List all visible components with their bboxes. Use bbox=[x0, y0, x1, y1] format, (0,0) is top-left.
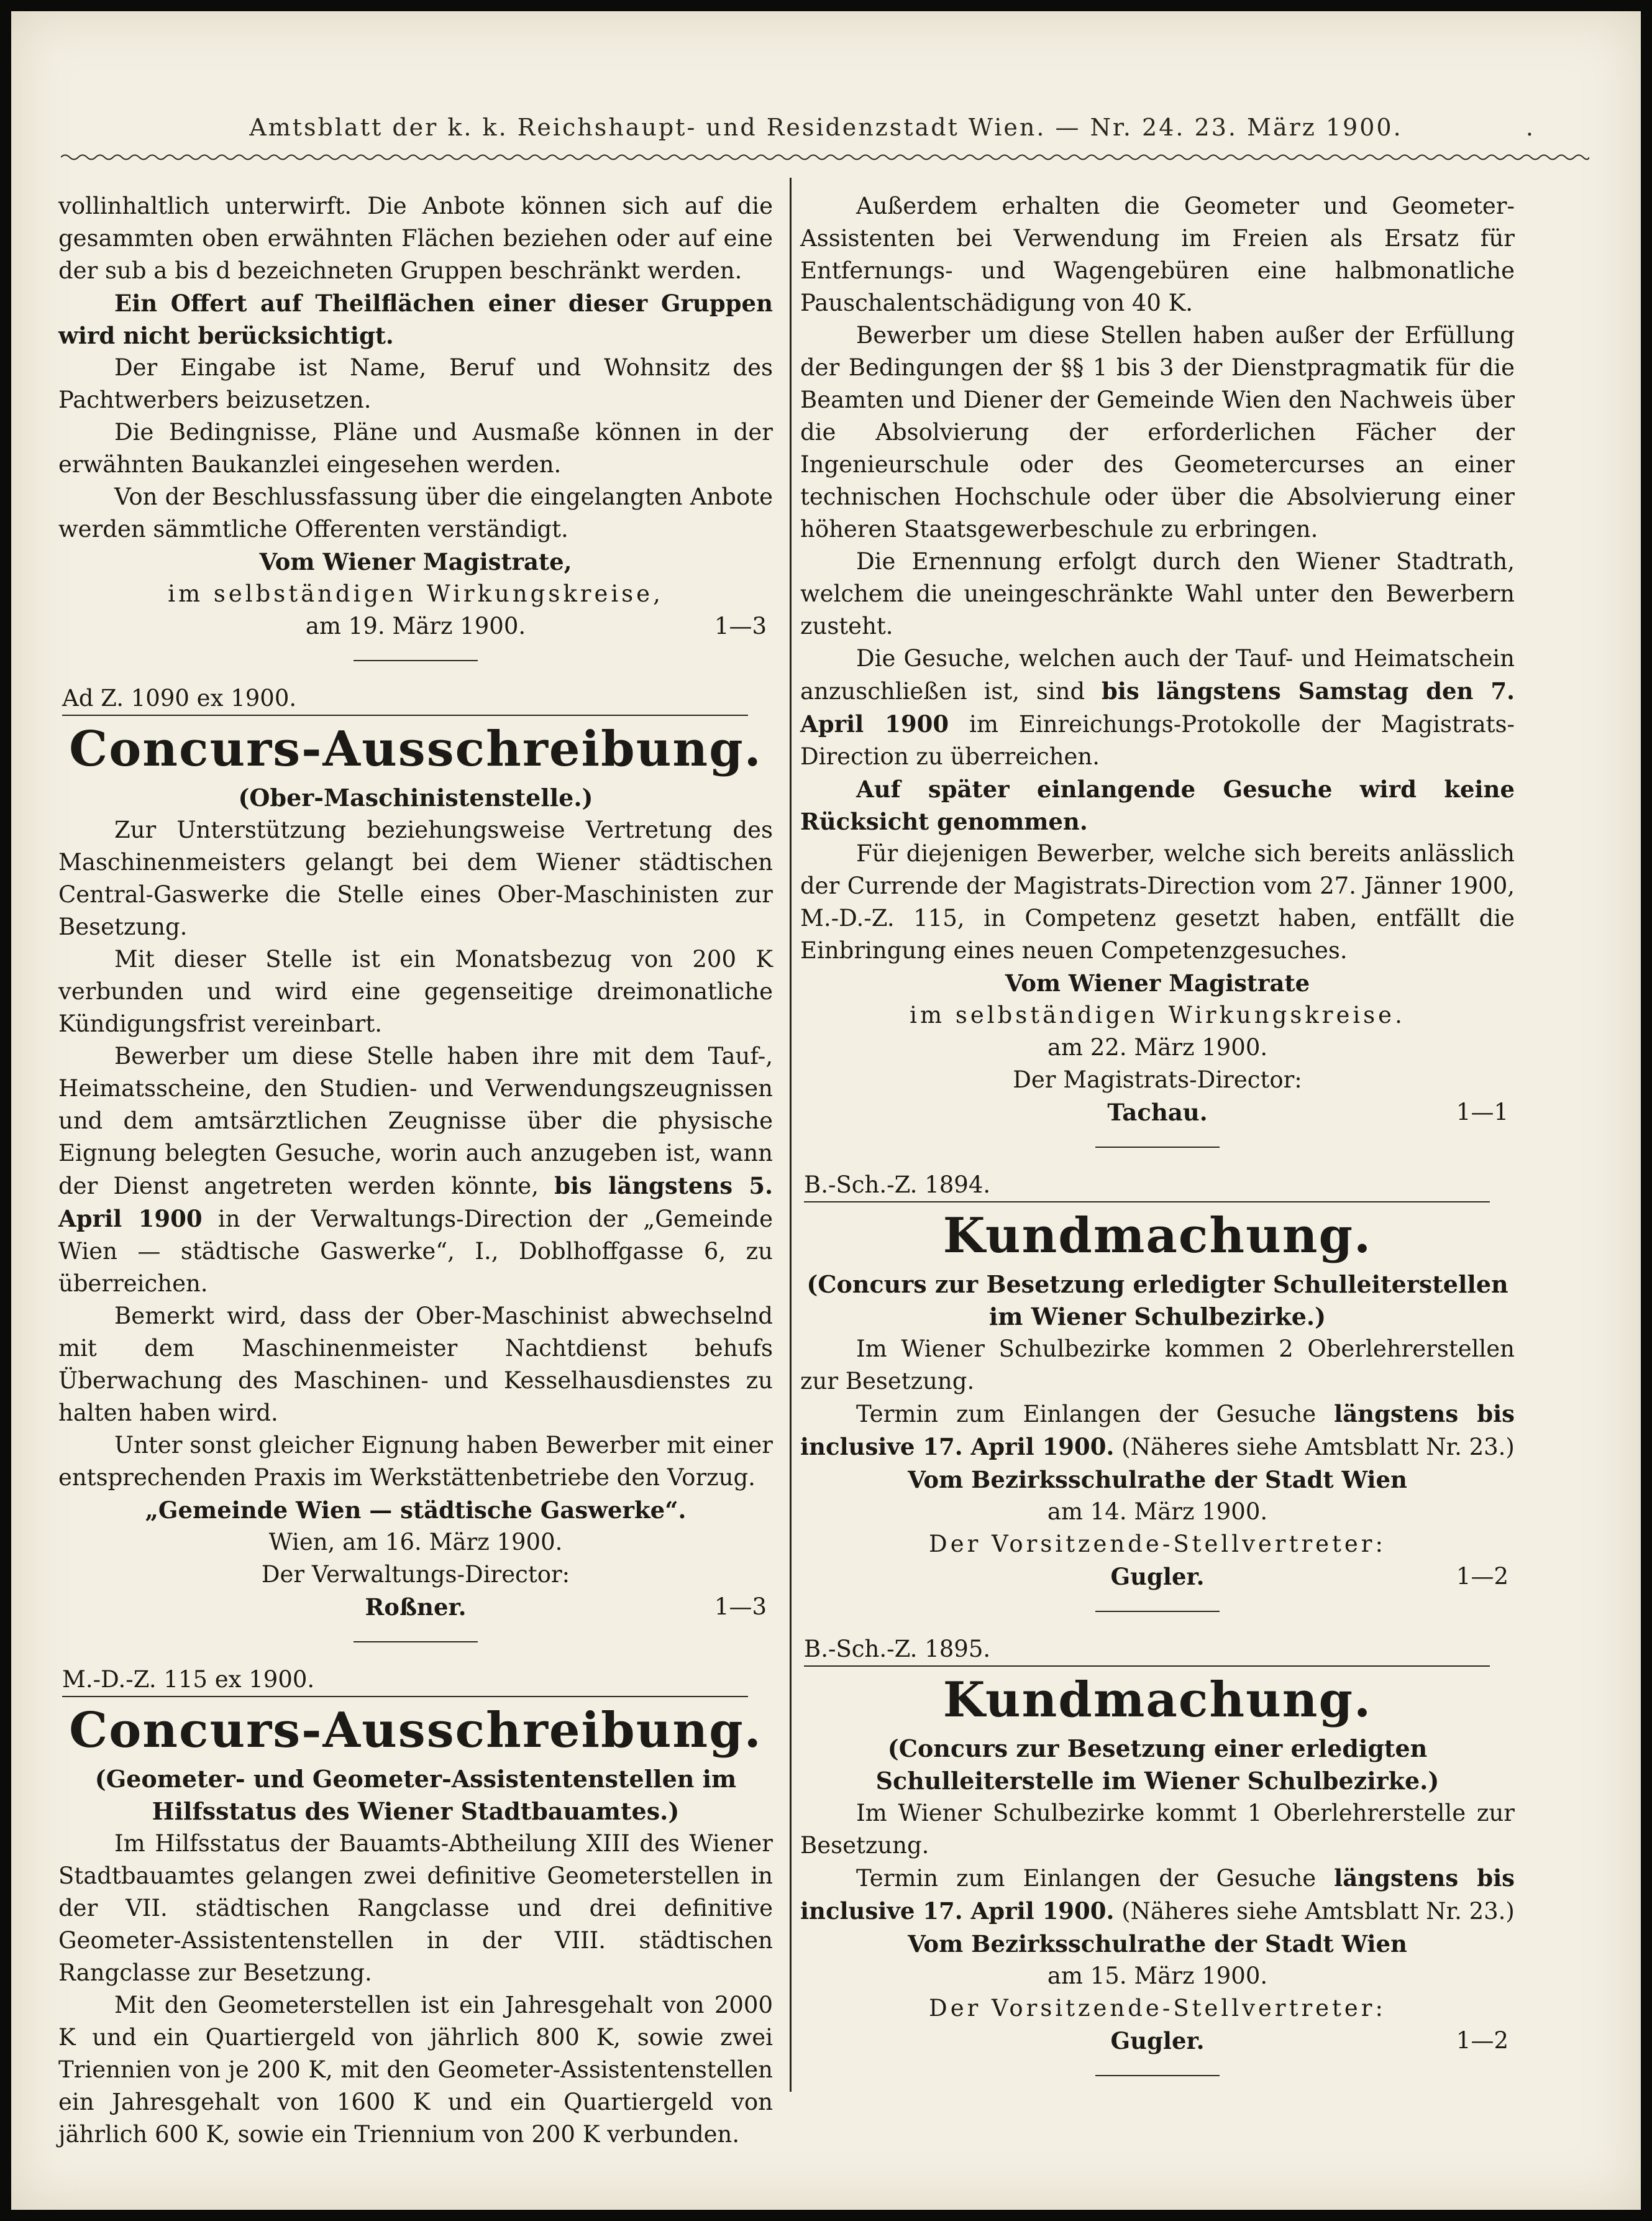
signature-name-row bbox=[800, 1560, 1515, 1593]
deadline-bold: bis längstens 5. April 1900 bbox=[58, 1172, 773, 1232]
insertion-number: 1—2 bbox=[1456, 1563, 1508, 1590]
notice-title: Concurs-Ausschreibung. bbox=[69, 1702, 762, 1759]
section-divider bbox=[354, 1641, 478, 1642]
text-run: Bewerber um diese Stelle haben ihre mit dem Tauf-, Heimatsscheine, den Studien- und Verwendungszeugnissen und dem amtsärztlichen Zeugnisse über die physische Eignung belegten Gesuche, worin auch anzugeben ist, wann der Dienst angetreten werden könnte, bbox=[58, 1043, 773, 1199]
paragraph bbox=[58, 1040, 773, 1300]
paragraph: Zur Unterstützung beziehungsweise Vertretung des Maschinenmeisters gelangt bei dem Wiener städtischen Central-Gaswerke die Stelle eines Ober-Maschinisten zur Besetzung. bbox=[58, 817, 773, 940]
newspaper-page bbox=[11, 11, 1641, 2210]
reference-number: M.-D.-Z. 115 ex 1900. bbox=[62, 1666, 315, 1693]
signature-authority: Vom Bezirksschulrathe der Stadt Wien bbox=[908, 1466, 1407, 1493]
tender-continuation bbox=[58, 190, 773, 643]
text-run: (Näheres siehe Amtsblatt Nr. 23.) bbox=[1121, 1434, 1515, 1460]
paragraph bbox=[800, 1862, 1515, 1928]
insertion-number: 1—3 bbox=[714, 613, 767, 639]
deadline-bold: längstens bis inclusive 17. April 1900. bbox=[800, 1400, 1515, 1460]
header-wavy-rule bbox=[61, 153, 1589, 162]
signature-name-row bbox=[800, 1096, 1515, 1129]
paragraph: Der Eingabe ist Name, Beruf und Wohnsitz des Pachtwerbers beizusetzen. bbox=[58, 354, 773, 413]
paragraph: Bewerber um diese Stellen haben außer der Erfüllung der Bedingungen der §§ 1 bis 3 der Dienstpragmatik für die Beamten und Diener der Gemeinde Wien den Nachweis über die Absolvierung der erforderlichen Fächer der Ingenieurschule oder des Geometercurses an einer technischen Hochschule oder über die Absolvierung einer höheren Staatsgewerbeschule zu erbringen. bbox=[800, 322, 1515, 543]
signature-name-row bbox=[58, 1591, 773, 1624]
paragraph: Mit den Geometerstellen ist ein Jahresgehalt von 2000 K und ein Quartiergeld von jährlich 800 K, sowie zwei Triennien von je 200 K, mit den Geometer-Assistentenstellen ein Jahresgehalt von 1600 K und ein Quartiergeld von jährlich 600 K, sowie ein Triennium von 200 K verbunden. bbox=[58, 1992, 773, 2148]
signature-name: Gugler. bbox=[1110, 1563, 1205, 1590]
paragraph: Im Hilfsstatus der Bauamts-Abtheilung XIII des Wiener Stadtbauamtes gelangen zwei definitive Geometerstellen in der VII. städtischen Rangclasse und drei definitive Geometer-Assistentenstellen in der VIII. städtischen Rangclasse zur Besetzung. bbox=[58, 1830, 773, 1986]
signature-name: Gugler. bbox=[1110, 2027, 1205, 2054]
reference-number: B.-Sch.-Z. 1894. bbox=[804, 1171, 991, 1198]
signature-date: am 14. März 1900. bbox=[1047, 1498, 1268, 1525]
paragraph: Unter sonst gleicher Eignung haben Bewerber mit einer entsprechenden Praxis im Werkstättenbetriebe den Vorzug. bbox=[58, 1432, 773, 1491]
signature-authority: Vom Bezirksschulrathe der Stadt Wien bbox=[908, 1930, 1407, 1958]
reference-rule bbox=[804, 1169, 1490, 1202]
paragraph: Im Wiener Schulbezirke kommt 1 Oberlehrerstelle zur Besetzung. bbox=[800, 1800, 1515, 1859]
notice-title: Kundmachung. bbox=[942, 1672, 1372, 1728]
text-run: im Einreichungs-Protokolle der Magistrats-Direction zu überreichen. bbox=[800, 711, 1515, 770]
paragraph bbox=[800, 643, 1515, 773]
text-run: (Näheres siehe Amtsblatt Nr. 23.) bbox=[1121, 1898, 1515, 1925]
paragraph: vollinhaltlich unterwirft. Die Anbote können sich auf die gesammten oben erwähnten Flächen beziehen oder auf eine der sub a bis d bezeichneten Gruppen beschränkt werden. bbox=[58, 193, 773, 284]
paragraph: Von der Beschlussfassung über die eingelangten Anbote werden sämmtliche Offerenten verständigt. bbox=[58, 483, 773, 543]
signature-date: am 19. März 1900. bbox=[305, 613, 526, 639]
notice-geometer bbox=[58, 1664, 773, 2151]
paragraph: Außerdem erhalten die Geometer und Geometer-Assistenten bei Verwendung im Freien als Ersatz für Entfernungs- und Wagengebüren eine halbmonatliche Pauschalentschädigung von 40 K. bbox=[800, 193, 1515, 316]
signature-role: Der Magistrats-Director: bbox=[1013, 1066, 1302, 1093]
notice-subtitle: (Geometer- und Geometer-Assistentenstellen im Hilfsstatus des Wiener Stadtbauamtes.) bbox=[94, 1765, 737, 1825]
paragraph: Die Bedingnisse, Pläne und Ausmaße können in der erwähnten Baukanzlei eingesehen werden. bbox=[58, 419, 773, 478]
signature-line: im selbständigen Wirkungskreise. bbox=[910, 1002, 1405, 1028]
signature-date: am 15. März 1900. bbox=[1047, 1962, 1268, 1989]
signature-name: Tachau. bbox=[1107, 1099, 1208, 1126]
text-run: Termin zum Einlangen der Gesuche bbox=[856, 1401, 1317, 1427]
left-column bbox=[58, 190, 773, 2151]
paragraph-bold: Auf später einlangende Gesuche wird keine Rücksicht genommen. bbox=[800, 776, 1515, 835]
notice-subtitle: (Ober-Maschinistenstelle.) bbox=[238, 784, 593, 812]
insertion-number: 1—1 bbox=[1456, 1099, 1508, 1125]
paragraph-bold: Ein Offert auf Theilflächen einer dieser Gruppen wird nicht berücksichtigt. bbox=[58, 290, 773, 349]
signature-date-row bbox=[58, 610, 773, 643]
signature-name-row bbox=[800, 2025, 1515, 2058]
section-divider bbox=[1095, 1611, 1220, 1612]
reference-number: Ad Z. 1090 ex 1900. bbox=[62, 685, 297, 712]
signature-authority: Vom Wiener Magistrate bbox=[1005, 969, 1310, 997]
notice-schulleiter-1894 bbox=[800, 1169, 1515, 1593]
paragraph: Für diejenigen Bewerber, welche sich bereits anlässlich der Currende der Magistrats-Direction vom 27. Jänner 1900, M.-D.-Z. 115, in Competenz gesetzt haben, entfällt die Einbringung eines neuen Competenzgesuches. bbox=[800, 840, 1515, 964]
reference-rule bbox=[804, 1633, 1490, 1667]
reference-rule bbox=[62, 682, 748, 716]
signature-authority: Vom Wiener Magistrate, bbox=[259, 548, 572, 575]
signature-date: am 22. März 1900. bbox=[1047, 1034, 1268, 1061]
section-divider bbox=[1095, 1147, 1220, 1148]
paragraph: Im Wiener Schulbezirke kommen 2 Oberlehrerstellen zur Besetzung. bbox=[800, 1335, 1515, 1394]
column-divider bbox=[790, 178, 792, 2092]
reference-number: B.-Sch.-Z. 1895. bbox=[804, 1636, 991, 1662]
deadline-bold: längstens bis inclusive 17. April 1900. bbox=[800, 1864, 1515, 1925]
page-header bbox=[86, 114, 1566, 141]
header-title: Amtsblatt der k. k. Reichshaupt- und Residenzstadt Wien. — Nr. 24. 23. März 1900. bbox=[249, 114, 1403, 141]
signature-role: Der Verwaltungs-Director: bbox=[261, 1561, 570, 1588]
paragraph: Die Ernennung erfolgt durch den Wiener Stadtrath, welchem die uneingeschränkte Wahl unter den Bewerbern zusteht. bbox=[800, 548, 1515, 639]
signature-role: Der Vorsitzende-Stellvertreter: bbox=[929, 1995, 1386, 2022]
section-divider bbox=[1095, 2075, 1220, 2076]
right-column bbox=[800, 190, 1515, 2097]
signature-role: Der Vorsitzende-Stellvertreter: bbox=[929, 1531, 1386, 1557]
signature-authority: „Gemeinde Wien — städtische Gaswerke“. bbox=[145, 1496, 687, 1524]
reference-rule bbox=[62, 1664, 748, 1697]
insertion-number: 1—2 bbox=[1456, 2027, 1508, 2054]
header-dot: . bbox=[1525, 114, 1535, 141]
section-divider bbox=[354, 660, 478, 661]
text-run: Termin zum Einlangen der Gesuche bbox=[856, 1865, 1317, 1892]
signature-date: Wien, am 16. März 1900. bbox=[268, 1529, 563, 1555]
notice-title: Kundmachung. bbox=[942, 1207, 1372, 1264]
insertion-number: 1—3 bbox=[714, 1593, 767, 1620]
notice-title: Concurs-Ausschreibung. bbox=[69, 721, 762, 777]
paragraph: Bemerkt wird, dass der Ober-Maschinist abwechselnd mit dem Maschinenmeister Nachtdienst behufs Überwachung des Maschinen- und Kesselhausdienstes zu halten haben wird. bbox=[58, 1303, 773, 1426]
notice-subtitle: (Concurs zur Besetzung einer erledigten Schulleiterstelle im Wiener Schulbezirke.) bbox=[875, 1734, 1440, 1795]
geometer-continuation bbox=[800, 190, 1515, 1129]
text-run: Die Gesuche, welchen auch der Tauf- und Heimatschein anzuschließen ist, sind bbox=[800, 645, 1515, 705]
signature-name: Roßner. bbox=[365, 1593, 467, 1621]
notice-ober-maschinist bbox=[58, 682, 773, 1624]
signature-line: im selbständigen Wirkungskreise, bbox=[168, 580, 664, 607]
text-run: in der Verwaltungs-Direction der „Gemeinde Wien — städtische Gaswerke“, I., Doblhoffgasse 6, zu überreichen. bbox=[58, 1206, 773, 1297]
paragraph bbox=[800, 1398, 1515, 1463]
paragraph: Mit dieser Stelle ist ein Monatsbezug von 200 K verbunden und wird eine gegenseitige dreimonatliche Kündigungsfrist vereinbart. bbox=[58, 946, 773, 1037]
deadline-bold: bis längstens Samstag den 7. April 1900 bbox=[800, 677, 1515, 738]
notice-subtitle: (Concurs zur Besetzung erledigter Schulleiterstellen im Wiener Schulbezirke.) bbox=[806, 1270, 1508, 1330]
notice-schulleiter-1895 bbox=[800, 1633, 1515, 2058]
